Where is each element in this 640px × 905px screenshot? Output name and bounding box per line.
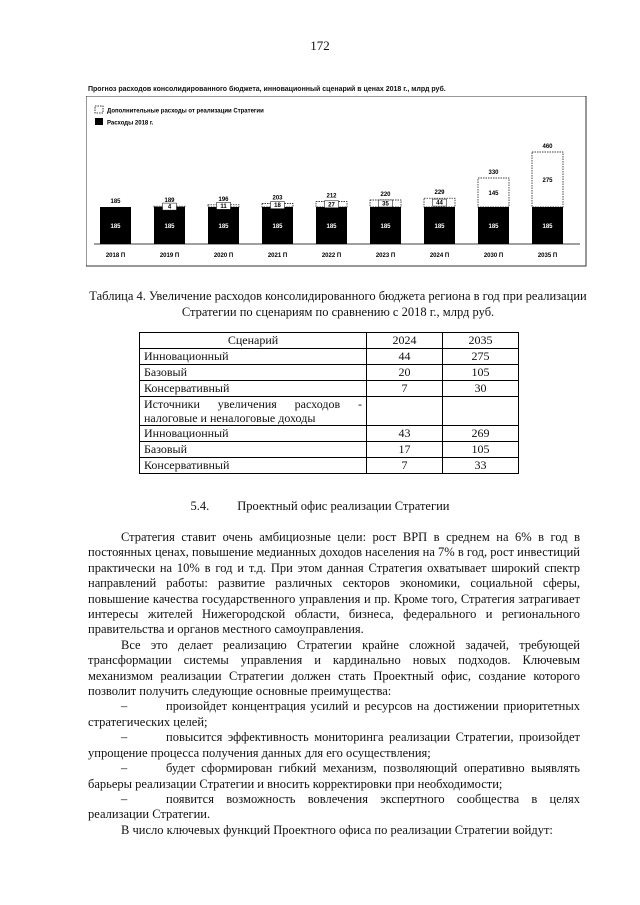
- table-cell: Базовый: [140, 365, 367, 381]
- table-cell: [367, 397, 443, 426]
- data-label-additional: 145: [488, 191, 499, 197]
- dash-mark: –: [121, 699, 128, 714]
- tick-label: 2021 П: [267, 253, 288, 259]
- dash-mark: –: [121, 761, 128, 776]
- section-heading: [0, 499, 640, 514]
- data-label-additional: 44: [436, 200, 443, 207]
- table-cell: 105: [443, 365, 519, 381]
- paragraph: Стратегия ставит очень амбициозные цели: рост ВРП в среднем на 6% в год в постоянных ценах, повышение медианных доходов населения на 7% в год, рост инвестиций практически на 10% в год и т.д. При этом данная Стратегия охватывает широкий спектр направлений работы: развитие различных секторов экономики, социальной сферы, повышение качества государственного управления и пр. Кроме того, Стратегия затрагивает интересы жителей Нижегородской области, бизнеса, федерального и регионального правительства и органов местного самоуправления.: [88, 530, 580, 637]
- table-cell: 43: [367, 426, 443, 442]
- table-row: [140, 397, 519, 426]
- section-number: 5.4.: [190, 499, 210, 513]
- data-label-total: 330: [488, 170, 499, 176]
- column-header: Сценарий: [140, 333, 367, 349]
- table-cell: Инновационный: [140, 426, 367, 442]
- table-cell: 33: [443, 458, 519, 474]
- table-cell: Консервативный: [140, 458, 367, 474]
- data-label-total: 229: [434, 190, 445, 197]
- data-label-total: 185: [110, 199, 121, 205]
- data-label-base: 185: [434, 224, 445, 230]
- table-cell: 30: [443, 381, 519, 397]
- data-label-base: 185: [218, 224, 229, 230]
- tick-label: 2023 П: [375, 253, 396, 259]
- table-row: [140, 458, 519, 474]
- data-label-total: 220: [380, 192, 391, 198]
- table-cell: 20: [367, 365, 443, 381]
- table-cell: 275: [443, 349, 519, 365]
- table-cell: 105: [443, 442, 519, 458]
- body-text: [88, 530, 580, 838]
- budget-chart: [86, 96, 588, 268]
- bullet-item: [88, 699, 580, 730]
- table-cell: 7: [367, 458, 443, 474]
- bullet-text: будет сформирован гибкий механизм, позволяющий оперативно выявлять барьеры реализации Стратегии и вносить корректировки при необходимости;: [88, 761, 580, 791]
- data-label-total: 460: [542, 144, 553, 150]
- scenario-table: [139, 332, 519, 474]
- table-cell: 17: [367, 442, 443, 458]
- tick-label: 2035 П: [537, 253, 558, 259]
- data-label-base: 185: [110, 224, 121, 230]
- table-cell: Инновационный: [140, 349, 367, 365]
- table-cell: 7: [367, 381, 443, 397]
- table-row: [140, 426, 519, 442]
- table-cell: [443, 397, 519, 426]
- tick-label: 2024 П: [429, 253, 450, 259]
- data-label-additional: 27: [328, 202, 335, 209]
- table-cell: Консервативный: [140, 381, 367, 397]
- legend-swatch-base: [95, 118, 103, 125]
- bullet-item: [88, 761, 580, 792]
- table-caption: Таблица 4. Увеличение расходов консолидированного бюджета региона в год при реализации Стратегии по сценариям по сравнению с 2018 г., млрд руб.: [89, 289, 587, 319]
- chart-title: Прогноз расходов консолидированного бюджета, инновационный сценарий в ценах 2018 г., млрд руб.: [88, 86, 446, 93]
- tick-label: 2020 П: [213, 253, 234, 259]
- table-row: [140, 349, 519, 365]
- data-label-total: 196: [218, 196, 229, 203]
- dash-mark: –: [121, 791, 128, 806]
- data-label-base: 185: [542, 224, 553, 230]
- page-number: 172: [310, 38, 330, 53]
- data-label-total: 203: [272, 195, 283, 202]
- bullet-text: появится возможность вовлечения экспертного сообщества в целях реализации Стратегии.: [88, 791, 580, 822]
- data-label-additional: 18: [274, 203, 281, 210]
- tick-label: 2022 П: [321, 253, 342, 259]
- column-header: 2035: [443, 333, 519, 349]
- table-cell: Источники увеличения расходов - налоговые и неналоговые доходы: [140, 397, 367, 426]
- data-label-total: 189: [164, 198, 175, 205]
- bullet-text: произойдет концентрация усилий и ресурсов на достижении приоритетных стратегических целей;: [88, 699, 580, 729]
- data-label-additional: 275: [542, 178, 553, 184]
- data-label-additional: 11: [220, 203, 227, 210]
- table-cell: 44: [367, 349, 443, 365]
- chart-legend: [95, 106, 264, 127]
- data-label-base: 185: [326, 224, 337, 230]
- data-label-total: 212: [326, 193, 337, 200]
- data-label-additional: 35: [382, 201, 389, 208]
- legend-label-additional: Дополнительные расходы от реализации Стратегии: [107, 108, 264, 115]
- bullet-text: повысится эффективность мониторинга реализации Стратегии, произойдет упрощение процесса получения данных для его осуществления;: [88, 730, 580, 760]
- table-row: [140, 365, 519, 381]
- table-cell: 269: [443, 426, 519, 442]
- tick-label: 2018 П: [105, 253, 126, 259]
- bullet-item: [88, 792, 580, 823]
- table-row: [140, 442, 519, 458]
- data-label-base: 185: [272, 224, 283, 230]
- tick-label: 2030 П: [483, 253, 504, 259]
- table-row: [140, 381, 519, 397]
- table-header-row: [140, 333, 519, 349]
- bullet-item: [88, 730, 580, 761]
- data-label-base: 185: [380, 224, 391, 230]
- table-cell: Базовый: [140, 442, 367, 458]
- legend-label-base: Расходы 2018 г.: [107, 120, 154, 127]
- data-label-base: 185: [164, 224, 175, 230]
- tick-label: 2019 П: [159, 253, 180, 259]
- column-header: 2024: [367, 333, 443, 349]
- data-label-base: 185: [488, 224, 499, 230]
- paragraph: Все это делает реализацию Стратегии крайне сложной задачей, требующей трансформации системы управления и кардинально новых подходов. Ключевым механизмом реализации Стратегии должен стать Проектный офис, создание которого позволит получить следующие основные преимущества:: [88, 637, 580, 699]
- section-title: Проектный офис реализации Стратегии: [237, 499, 450, 513]
- data-label-additional: 4: [167, 204, 172, 211]
- legend-swatch-additional: [95, 106, 103, 113]
- closing-paragraph: В число ключевых функций Проектного офиса по реализации Стратегии войдут:: [121, 822, 553, 837]
- dash-mark: –: [121, 730, 128, 745]
